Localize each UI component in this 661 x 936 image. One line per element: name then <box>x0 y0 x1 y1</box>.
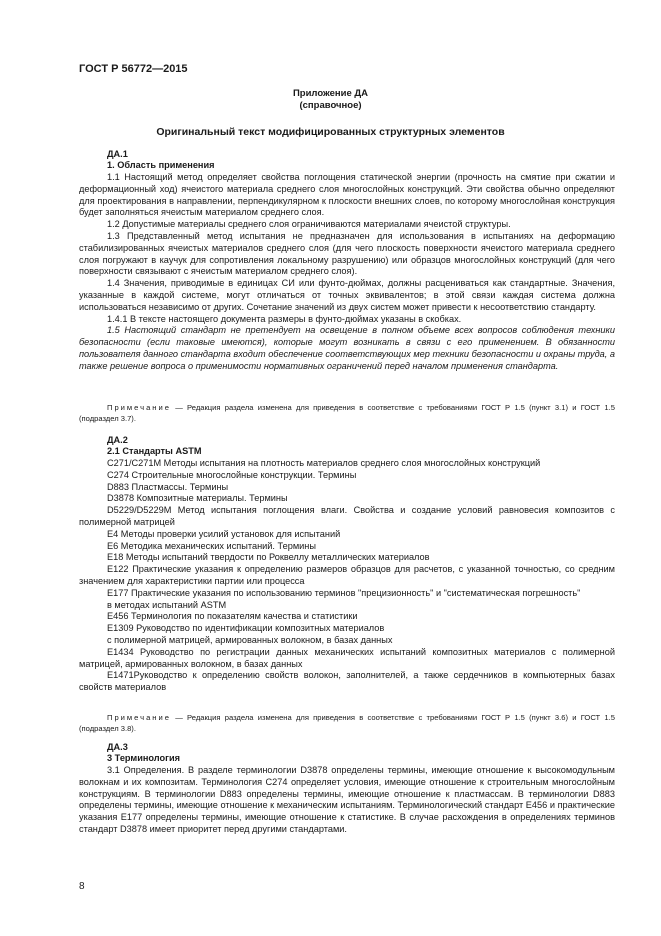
reference-item: C274 Строительные многослойные конструкции. Термины <box>107 469 357 480</box>
page-number: 8 <box>79 881 85 892</box>
paragraph-italic: 1.5 Настоящий стандарт не претендует на освещение в полном объеме всех вопросов соблюдения техники безопасности (если таковые имеются), которые могут возникать в связи с его применением. В обязанности пользователя данного стандарта входит обеспечение соответствующих мер техники безопасности и охраны труда, а также решение вопроса о применимости нормативных ограничений перед началом применения стандарта. <box>79 325 615 371</box>
section-da3-body <box>79 765 615 836</box>
paragraph: 1.2 Допустимые материалы среднего слоя ограничиваются материалами ячеистой структуры. <box>107 219 511 230</box>
paragraph: 1.4.1 В тексте настоящего документа размеры в фунто-дюймах указаны в скобках. <box>107 313 462 324</box>
reference-item: E1309 Руководство по идентификации композитных материалов <box>107 623 385 634</box>
section-da2-body <box>79 458 615 694</box>
note-label: Примечание <box>107 713 171 722</box>
paragraph: 1.1 Настоящий метод определяет свойства поглощения статической энергии (прочность на смятие при сжатии и деформационный ход) ячеистого материала среднего слоя многослойных конструкций. Эти свойства обычно определяют для проектирования в направлении, перпендикулярном к плоскости внешних слоев, по которому многослойная конструкция будет заполняться ячеистым материалом среднего слоя. <box>79 172 615 218</box>
reference-item: D883 Пластмассы. Термины <box>107 481 229 492</box>
standard-header: ГОСТ Р 56772—2015 <box>79 63 188 75</box>
main-title: Оригинальный текст модифицированных структурных элементов <box>156 126 505 138</box>
reference-item: с полимерной матрицей, армированных волокном, в базах данных <box>107 634 393 645</box>
note-text: — Редакция раздела изменена для приведения в соответствие с требованиями ГОСТ Р 1.5 (пункт 3.1) и ГОСТ 1.5 (подраздел 3.7). <box>79 403 615 423</box>
section-da2-heading: 2.1 Стандарты ASTM <box>107 446 202 456</box>
reference-item: E18 Методы испытаний твердости по Роквеллу металлических материалов <box>107 552 430 563</box>
section-da2-label: ДА.2 <box>107 435 128 445</box>
paragraph: 3.1 Определения. В разделе терминологии D3878 определены термины, имеющие отношение к высокомодульным волокнам и их композитам. Терминология C274 определяет условия, имеющие отношение к строительным многослойным конструкциям. В терминологии D883 определены термины, имеющие отношение к пластмассам. В терминологии D883 определены термины, имеющие отношение к механическим испытаниям. Терминологический стандарт E456 и практические указания E177 определены термины, имеющие отношение к статистике. В случае расхождения в определениях терминов стандарт D3878 имеет приоритет перед другими стандартами. <box>79 765 615 834</box>
reference-item: D3878 Композитные материалы. Термины <box>107 493 288 504</box>
reference-item: E4 Методы проверки усилий установок для испытаний <box>107 528 341 539</box>
reference-item: E6 Методика механических испытаний. Термины <box>107 540 316 551</box>
section-da1-label: ДА.1 <box>107 149 128 159</box>
section-da1-heading: 1. Область применения <box>107 160 215 170</box>
reference-item: E1471Руководство к определению свойств волокон, заполнителей, а также сердечников в компьютерных базах свойств материалов <box>79 670 615 693</box>
reference-item: E177 Практические указания по использованию терминов "прецизионность" и "систематическая погрешность" <box>107 587 581 598</box>
appendix-title: Приложение ДА <box>292 88 369 99</box>
note-text: — Редакция раздела изменена для приведения в соответствие с требованиями ГОСТ Р 1.5 (пункт 3.6) и ГОСТ 1.5 (подраздел 3.8). <box>79 713 615 733</box>
reference-item: в методах испытаний ASTM <box>107 599 227 610</box>
reference-item: C271/C271M Методы испытания на плотность материалов среднего слоя многослойных конструкций <box>107 458 541 468</box>
paragraph: 1.4 Значения, приводимые в единицах СИ или фунто-дюймах, должны расцениваться как стандартные. Значения, указанные в каждой системе, могут отличаться от точных эквивалентов; в этой связи каждая система должна использоваться независимо от других. Сочетание значений из двух систем может привести к несоответствию стандарту. <box>79 278 615 312</box>
section-da1-body <box>79 172 615 373</box>
note-da2 <box>79 713 615 734</box>
reference-item: E122 Практические указания к определению размеров образцов для расчетов, с указанной точностью, со средним значением для характеристики партии или процесса <box>79 564 615 586</box>
paragraph: 1.3 Представленный метод испытания не предназначен для использования в испытаниях на деформацию стабилизированных ячеистых материалов среднего слоя (для чего плоскость поверхности ячеистого материала среднего слоя погружают в каучук для сопротивления локальному разрушению) или образцов многослойных конструкций (для чего поверхности связывают с ячеистым материалом среднего слоя). <box>79 230 615 277</box>
section-da3-heading: 3 Терминология <box>107 753 180 763</box>
note-da1 <box>79 403 615 424</box>
reference-item: E456 Терминология по показателям качества и статистики <box>107 611 358 622</box>
reference-item: D5229/D5229M Метод испытания поглощения влаги. Свойства и создание условий равновесия композитов с полимерной матрицей <box>79 505 615 527</box>
section-da3-label: ДА.3 <box>107 742 128 752</box>
note-label: Примечание <box>107 403 171 412</box>
appendix-subtitle: (справочное) <box>299 100 362 111</box>
reference-item: E1434 Руководство по регистрации данных механических испытаний композитных материалов с полимерной матрицей, армированных волокном, в базах данных <box>79 646 615 669</box>
